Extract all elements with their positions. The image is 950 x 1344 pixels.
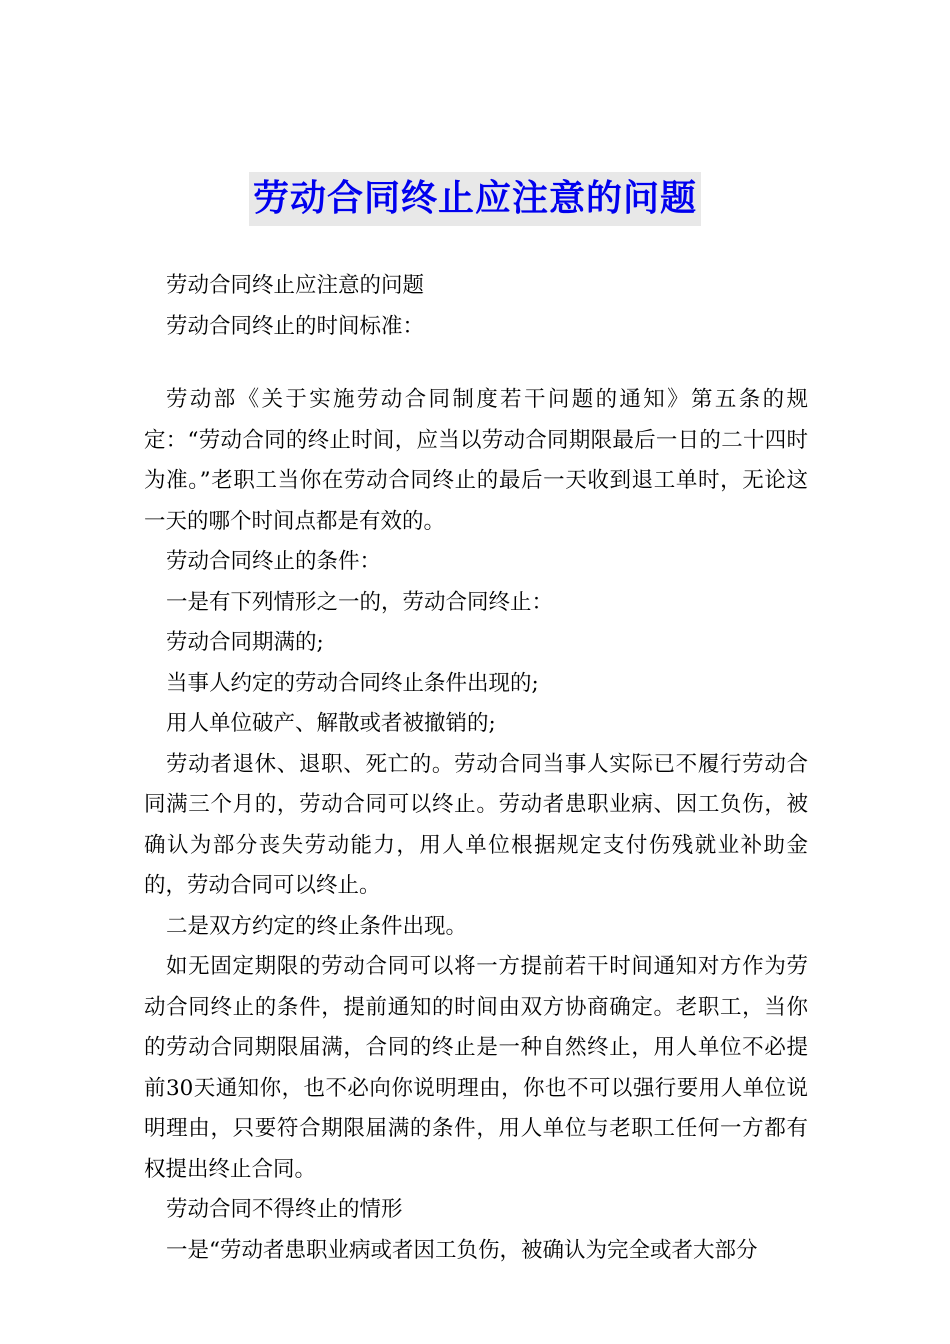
paragraph-condition-two: 二是双方约定的终止条件出现。 [166, 913, 468, 939]
paragraph-time-standard: 劳动合同终止的时间标准： [166, 313, 425, 339]
paragraph-occupational-disease: 一是“劳动者患职业病或者因工负伤，被确认为完全或者大部分 [166, 1237, 758, 1263]
document-body [144, 266, 808, 1271]
document-title: 劳动合同终止应注意的问题 [249, 172, 701, 226]
blank-line [144, 347, 808, 380]
paragraph-regulation: 劳动部《关于实施劳动合同制度若干问题的通知》第五条的规定：“劳动合同的终止时间，应当以劳动合同期限最后一日的二十四时为准。”老职工当你在劳动合同终止的最后一天收到退工单时，无论这一天的哪个时间点都是有效的。 [144, 387, 808, 534]
paragraph-bankruptcy: 用人单位破产、解散或者被撤销的; [166, 711, 496, 736]
paragraph-retirement: 劳动者退休、退职、死亡的。劳动合同当事人实际已不履行劳动合同满三个月的，劳动合同可以终止。劳动者患职业病、因工负伤，被确认为部分丧失劳动能力，用人单位根据规定支付伤残就业补助金的，劳动合同可以终止。 [144, 751, 808, 898]
paragraph-condition-one: 一是有下列情形之一的，劳动合同终止： [166, 589, 554, 615]
paragraph-indefinite-contract: 如无固定期限的劳动合同可以将一方提前若干时间通知对方作为劳动合同终止的条件，提前通知的时间由双方协商确定。老职工，当你的劳动合同期限届满，合同的终止是一种自然终止，用人单位不必提前30天通知你，也不必向你说明理由，你也不可以强行要用人单位说明理由，只要符合期限届满的条件，用人单位与老职工任何一方都有权提出终止合同。 [144, 954, 808, 1182]
paragraph-expiry: 劳动合同期满的; [166, 630, 324, 655]
paragraph-heading: 劳动合同终止应注意的问题 [166, 273, 425, 298]
paragraph-agreed-condition: 当事人约定的劳动合同终止条件出现的; [166, 670, 539, 696]
paragraph-conditions: 劳动合同终止的条件： [166, 549, 382, 574]
title-container [0, 172, 950, 226]
paragraph-prohibited-termination: 劳动合同不得终止的情形 [166, 1197, 403, 1222]
